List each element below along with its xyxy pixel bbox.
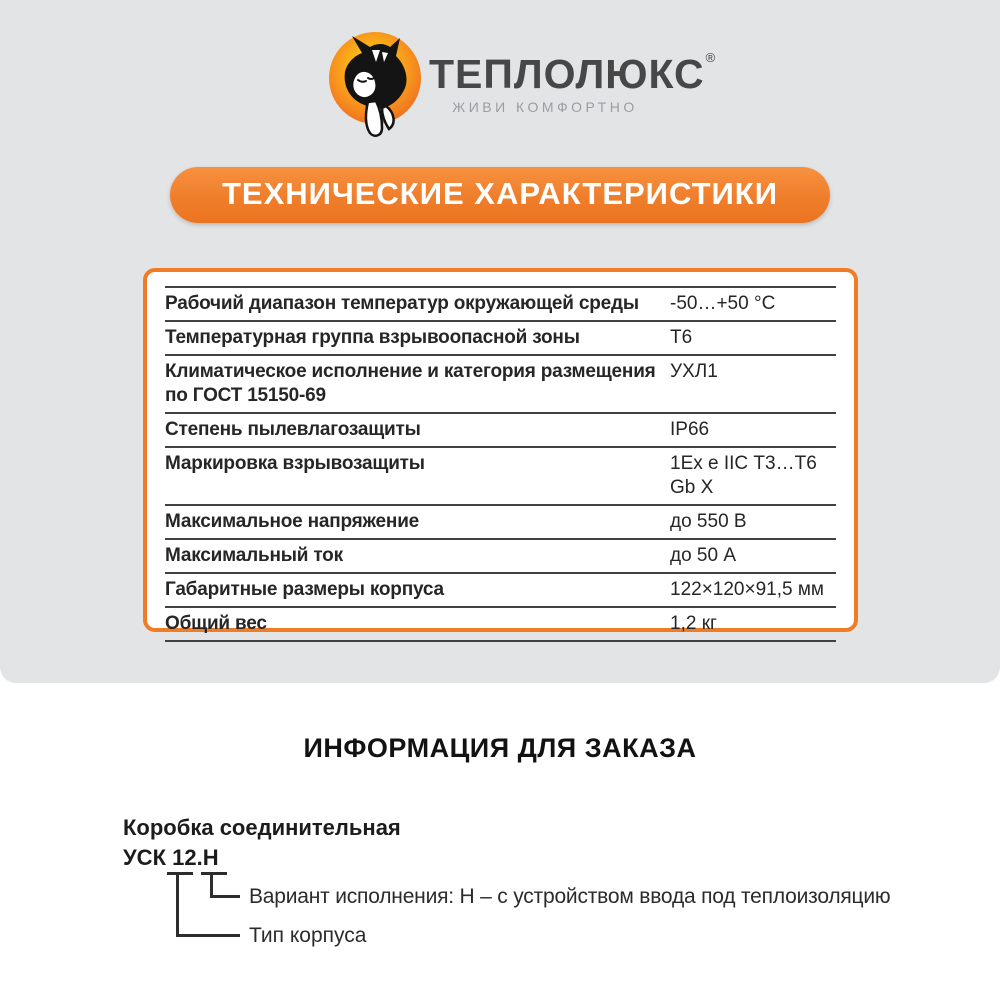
cat-logo-icon xyxy=(324,27,430,139)
spec-value: -50…+50 °С xyxy=(670,293,776,314)
spec-label: Степень пылевлагозащиты xyxy=(165,419,421,440)
spec-label: Габаритные размеры корпуса xyxy=(165,579,444,600)
spec-label: Рабочий диапазон температур окружающей среды xyxy=(165,293,639,314)
spec-value: 1Ex e IIC Т3…Т6 Gb X xyxy=(670,453,817,498)
spec-label: Максимальный ток xyxy=(165,545,343,566)
spec-label: Маркировка взрывозащиты xyxy=(165,453,425,474)
spec-label: Максимальное напряжение xyxy=(165,511,420,532)
product-name: Коробка соединительная xyxy=(123,815,401,840)
table-row xyxy=(165,356,836,414)
table-row xyxy=(165,608,836,642)
spec-label: Температурная группа взрывоопасной зоны xyxy=(165,327,580,348)
spec-value: Т6 xyxy=(670,327,693,348)
brand-wordmark xyxy=(429,50,716,98)
spec-value: УХЛ1 xyxy=(670,361,718,382)
spec-value: до 550 В xyxy=(670,511,747,532)
diagram-tick-body-type xyxy=(167,872,193,875)
section-banner-title: ТЕХНИЧЕСКИЕ ХАРАКТЕРИСТИКИ xyxy=(222,176,778,211)
spec-label: Климатическое исполнение и категория размещения по ГОСТ 15150-69 xyxy=(165,361,656,406)
brand-logo xyxy=(0,0,1000,150)
table-row xyxy=(165,286,836,322)
variant-note: Вариант исполнения: Н – с устройством ввода под теплоизоляцию xyxy=(249,885,891,908)
table-row xyxy=(165,448,836,506)
table-row xyxy=(165,574,836,608)
brand-tagline: ЖИВИ КОМФОРТНО xyxy=(452,99,638,115)
table-row xyxy=(165,540,836,574)
order-info-title: ИНФОРМАЦИЯ ДЛЯ ЗАКАЗА xyxy=(303,733,697,763)
registered-trademark-symbol: ® xyxy=(705,50,717,65)
spec-value: до 50 А xyxy=(670,545,737,566)
spec-label: Общий вес xyxy=(165,613,267,634)
diagram-tick-variant xyxy=(201,872,227,875)
brand-name-text: ТЕПЛОЛЮКС xyxy=(429,51,705,97)
diagram-connector-body-type xyxy=(176,934,240,937)
body-type-note: Тип корпуса xyxy=(249,924,367,947)
specs-table xyxy=(143,268,858,632)
product-code: УСК 12.Н xyxy=(123,845,219,870)
diagram-connector-variant xyxy=(210,895,240,898)
diagram-stem-body-type xyxy=(176,872,179,937)
table-row xyxy=(165,506,836,540)
table-row xyxy=(165,414,836,448)
spec-value: 122×120×91,5 мм xyxy=(670,579,824,600)
section-banner-technical-specs xyxy=(170,167,830,223)
spec-value: 1,2 кг xyxy=(670,613,717,634)
table-row xyxy=(165,322,836,356)
spec-value: IP66 xyxy=(670,419,710,440)
